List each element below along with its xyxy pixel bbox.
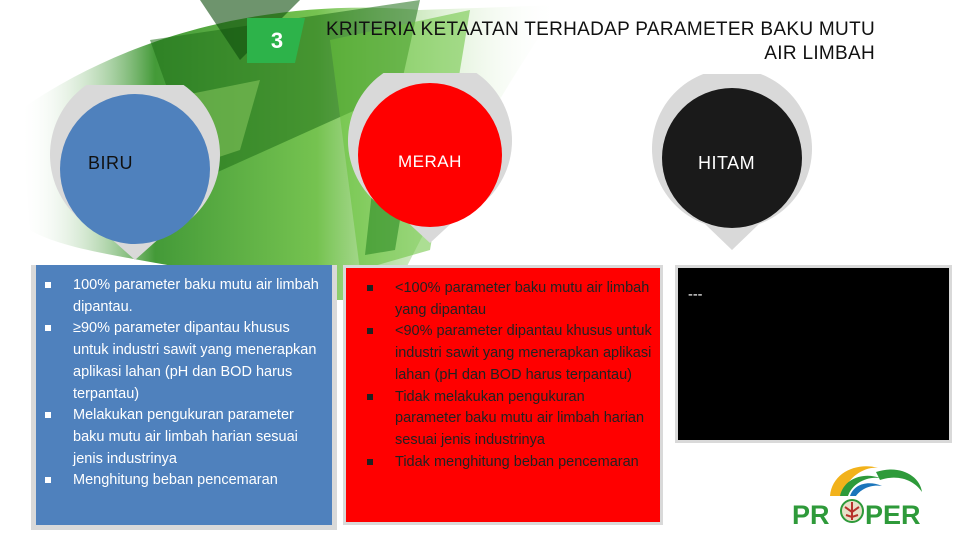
proper-logo <box>790 462 930 528</box>
logo-text-left: PR <box>792 500 830 528</box>
list-item: 100% parameter baku mutu air limbah dipantau. <box>44 275 324 318</box>
merah-criteria-box <box>343 265 663 525</box>
slide-title-line-1: KRITERIA KETAATAN TERHADAP PARAMETER BAKU MUTU <box>325 19 875 40</box>
hitam-item: --- <box>688 287 703 303</box>
bullet-icon <box>45 282 51 288</box>
bullet-icon <box>367 459 373 465</box>
slide-title-line-2: AIR LIMBAH <box>764 43 875 64</box>
bullet-icon <box>45 412 51 418</box>
list-item: Tidak menghitung beban pencemaran <box>366 452 652 474</box>
bullet-icon <box>367 394 373 400</box>
hitam-criteria-box <box>675 265 952 443</box>
biru-criteria-box <box>31 265 337 530</box>
list-item: <100% parameter baku mutu air limbah yang dipantau <box>366 278 652 321</box>
slide-number: 3 <box>270 28 284 53</box>
slide-title <box>305 18 875 66</box>
biru-label: BIRU <box>88 153 134 173</box>
list-item: <90% parameter dipantau khusus untuk industri sawit yang menerapkan aplikasi lahan (pH dan BOD harus terpantau) <box>366 321 652 386</box>
merah-label: MERAH <box>398 152 462 171</box>
bullet-icon <box>367 328 373 334</box>
bullet-icon <box>45 325 51 331</box>
bullet-icon <box>367 285 373 291</box>
list-item: Menghitung beban pencemaran <box>44 470 324 492</box>
bullet-icon <box>45 477 51 483</box>
list-item: Melakukan pengukuran parameter baku mutu air limbah harian sesuai jenis industrinya <box>44 405 324 470</box>
biru-pin-marker <box>35 85 235 265</box>
hitam-label: HITAM <box>698 153 756 173</box>
logo-text-right: PER <box>865 500 921 528</box>
list-item: ≥90% parameter dipantau khusus untuk industri sawit yang menerapkan aplikasi lahan (pH dan BOD harus terpantau) <box>44 318 324 405</box>
list-item: Tidak melakukan pengukuran parameter baku mutu air limbah harian sesuai jenis industrinya <box>366 387 652 452</box>
